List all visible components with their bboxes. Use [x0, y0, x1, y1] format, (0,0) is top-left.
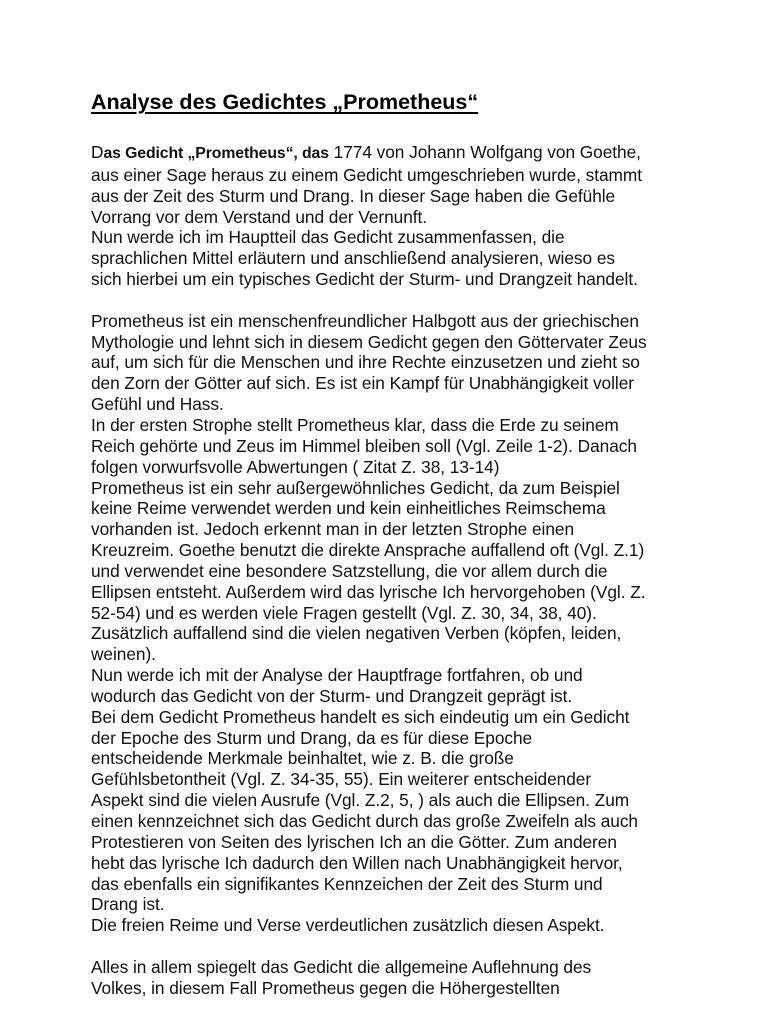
text-line: Volkes, in diesem Fall Prometheus gegen die Höhergestellten	[91, 977, 560, 998]
text-line: vorhanden ist. Jedoch erkennt man in der letzten Strophe einen	[91, 519, 575, 540]
text-line: folgen vorwurfsvolle Abwertungen ( Zitat Z. 38, 13-14)	[91, 456, 500, 477]
text-line: auf, um sich für die Menschen und ihre Rechte einzusetzen und zieht so	[91, 352, 640, 373]
document-title: Analyse des Gedichtes „Prometheus“	[91, 90, 479, 114]
text-line: 52-54) und es werden viele Fragen gestellt (Vgl. Z. 30, 34, 38, 40).	[91, 602, 597, 623]
text-line: Aspekt sind die vielen Ausrufe (Vgl. Z.2, 5, ) als auch die Ellipsen. Zum	[91, 790, 630, 811]
text-line: Nun werde ich mit der Analyse der Hauptfrage fortfahren, ob und	[91, 665, 583, 686]
text-line: Alles in allem spiegelt das Gedicht die allgemeine Auflehnung des	[91, 956, 592, 977]
text-line: und verwendet eine besondere Satzstellung, die vor allem durch die	[91, 560, 608, 581]
text-line: Drang ist.	[91, 894, 165, 915]
text-line: Kreuzreim. Goethe benutzt die direkte Ansprache auffallend oft (Vgl. Z.1)	[91, 540, 645, 561]
text-line: der Epoche des Sturm und Drang, da es für diese Epoche	[91, 727, 533, 748]
text-line: Gefühlsbetontheit (Vgl. Z. 34-35, 55). Ein weiterer entscheidender	[91, 769, 592, 790]
paragraph-introduction	[91, 142, 731, 290]
text-line: aus einer Sage heraus zu einem Gedicht umgeschrieben wurde, stammt	[91, 164, 642, 185]
text-line	[91, 142, 731, 165]
paragraph-main-body	[91, 311, 731, 936]
text-line: weinen).	[91, 644, 156, 665]
text-line: Vorrang vor dem Verstand und der Vernunft.	[91, 206, 428, 227]
text-line: Ellipsen entsteht. Außerdem wird das lyrische Ich hervorgehoben (Vgl. Z.	[91, 581, 646, 602]
paragraph-spacer	[91, 290, 731, 311]
text-line: Zusätzlich auffallend sind die vielen negativen Verben (köpfen, leiden,	[91, 623, 622, 644]
document-page	[91, 88, 731, 999]
text-line: einen kennzeichnet sich das Gedicht durch das große Zweifeln als auch	[91, 811, 638, 831]
text-line: Protestieren von Seiten des lyrischen Ich an die Götter. Zum anderen	[91, 831, 617, 852]
text-line: hebt das lyrische Ich dadurch den Willen nach Unabhängigkeit hervor,	[91, 852, 623, 873]
text-line: das ebenfalls ein signifikantes Kennzeichen der Zeit des Sturm und	[91, 873, 603, 894]
text-line: Bei dem Gedicht Prometheus handelt es sich eindeutig um ein Gedicht	[91, 706, 630, 727]
text-line: aus der Zeit des Sturm und Drang. In dieser Sage haben die Gefühle	[91, 185, 616, 206]
text-line: Prometheus ist ein menschenfreundlicher Halbgott aus der griechischen	[91, 310, 639, 331]
text-line: Gefühl und Hass.	[91, 394, 224, 415]
text-line: den Zorn der Götter auf sich. Es ist ein Kampf für Unabhängigkeit voller	[91, 373, 634, 394]
text-line: entscheidende Merkmale beinhaltet, wie z. B. die große	[91, 748, 514, 769]
text-line: sprachlichen Mittel erläutern und anschließend analysieren, wieso es	[91, 248, 615, 269]
text-line: wodurch das Gedicht von der Sturm- und Drangzeit geprägt ist.	[91, 685, 573, 706]
text-line: In der ersten Strophe stellt Prometheus klar, dass die Erde zu seinem	[91, 414, 619, 435]
paragraph-conclusion	[91, 957, 731, 999]
text-line: Nun werde ich im Hauptteil das Gedicht zusammenfassen, die	[91, 227, 565, 248]
text-line: Mythologie und lehnt sich in diesem Gedicht gegen den Göttervater Zeus	[91, 331, 647, 352]
text-line: sich hierbei um ein typisches Gedicht der Sturm- und Drangzeit handelt.	[91, 269, 638, 290]
text-line: Die freien Reime und Verse verdeutlichen zusätzlich diesen Aspekt.	[91, 915, 605, 936]
text-line: Prometheus ist ein sehr außergewöhnliches Gedicht, da zum Beispiel	[91, 477, 620, 498]
intro-text-start: D	[91, 142, 104, 162]
paragraph-spacer	[91, 936, 731, 957]
intro-bold-segment: as Gedicht „Prometheus“, das	[103, 145, 329, 162]
text-line: Reich gehörte und Zeus im Himmel bleiben soll (Vgl. Zeile 1-2). Danach	[91, 435, 637, 456]
text-line: keine Reime verwendet werden und kein einheitliches Reimschema	[91, 498, 606, 519]
intro-text-end: 1774 von Johann Wolfgang von Goethe,	[328, 142, 641, 162]
